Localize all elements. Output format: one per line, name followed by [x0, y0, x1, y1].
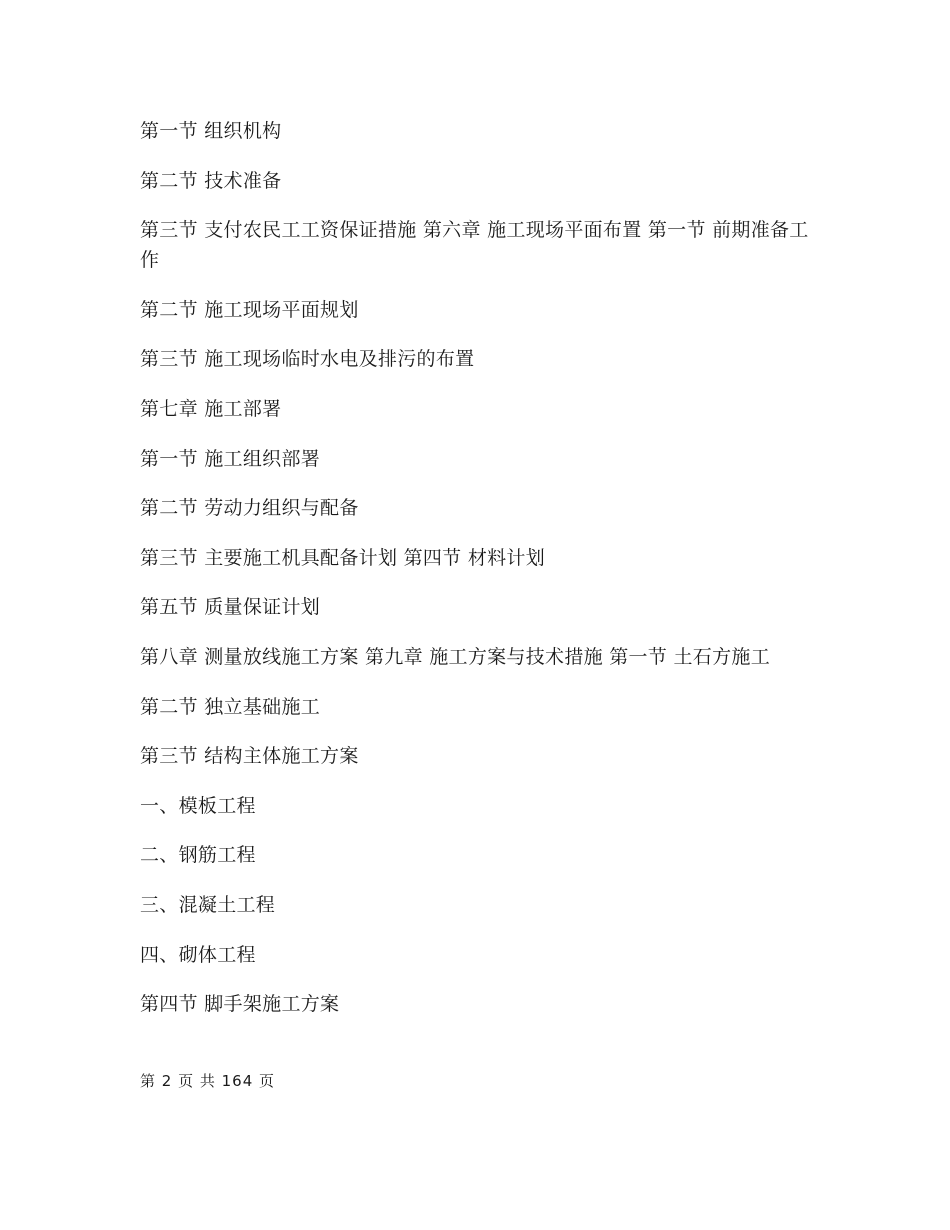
toc-entry: 第七章 施工部署 [140, 397, 282, 420]
toc-entry: 第八章 测量放线施工方案 第九章 施工方案与技术措施 第一节 土石方施工 [140, 645, 770, 668]
toc-entry: 三、混凝土工程 [140, 893, 276, 916]
toc-entry: 第一节 施工组织部署 [140, 447, 321, 470]
toc-entry: 第二节 施工现场平面规划 [140, 298, 359, 321]
toc-entry: 第四节 脚手架施工方案 [140, 993, 340, 1016]
toc-entry: 第三节 主要施工机具配备计划 第四节 材料计划 [140, 546, 546, 569]
toc-entry: 第一节 组织机构 [140, 120, 282, 142]
toc-entry: 第二节 技术准备 [140, 169, 282, 192]
page-number-footer: 第 2 页 共 164 页 [140, 1072, 276, 1090]
toc-entry: 四、砌体工程 [140, 943, 256, 966]
toc-entry: 第三节 施工现场临时水电及排污的布置 [140, 348, 475, 371]
toc-entry: 二、钢筋工程 [140, 844, 256, 867]
toc-entry: 第五节 质量保证计划 [140, 596, 321, 619]
table-of-contents [140, 116, 810, 1039]
toc-entry: 第二节 劳动力组织与配备 [140, 497, 359, 520]
toc-entry: 第三节 结构主体施工方案 [140, 745, 359, 768]
toc-entry: 第二节 独立基础施工 [140, 695, 321, 718]
toc-entry: 一、模板工程 [140, 794, 256, 817]
toc-entry: 第三节 支付农民工工资保证措施 第六章 施工现场平面布置 第一节 前期准备工作 [140, 219, 809, 272]
